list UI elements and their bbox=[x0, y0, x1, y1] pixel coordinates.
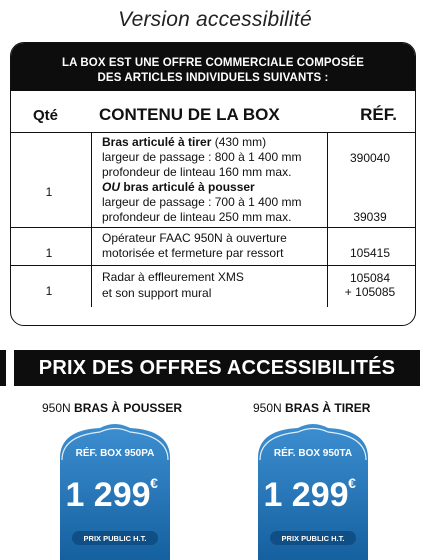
row-3-ref-1: 105084 bbox=[349, 271, 391, 285]
row-1-line-5: largeur de passage : 700 à 1 400 mm bbox=[102, 195, 302, 209]
row-3-line-1: Radar à effleurement XMS bbox=[102, 270, 244, 284]
column-header-qty: Qté bbox=[33, 107, 59, 124]
row-2-ref-1: 105415 bbox=[349, 246, 391, 260]
offer-1-label: 950N BRAS À POUSSER bbox=[42, 401, 183, 415]
row-1-line-3: profondeur de linteau 160 mm max. bbox=[102, 165, 292, 179]
offer-2-label: 950N BRAS À TIRER bbox=[253, 401, 371, 415]
column-divider-right bbox=[327, 132, 328, 307]
column-header-content: CONTENU DE LA BOX bbox=[99, 105, 280, 124]
offer-2-price: 1 299 bbox=[263, 476, 349, 514]
offer-1-ref: RÉF. BOX 950PA bbox=[75, 448, 155, 459]
row-1-line-2: largeur de passage : 800 à 1 400 mm bbox=[102, 150, 302, 164]
row-3-qty: 1 bbox=[45, 284, 53, 298]
box-header-line-2: DES ARTICLES INDIVIDUELS SUIVANTS : bbox=[97, 72, 329, 84]
offer-1-price-caption: PRIX PUBLIC H.T. bbox=[83, 534, 147, 543]
box-header-line-1: LA BOX EST UNE OFFRE COMMERCIALE COMPOSÉE bbox=[61, 57, 365, 69]
row-divider-2 bbox=[11, 265, 415, 266]
offer-1-price: 1 299 bbox=[65, 476, 151, 514]
row-1-line-4: OU bras articulé à pousser bbox=[102, 180, 255, 194]
offer-1-price-badge bbox=[50, 420, 180, 560]
row-1-ref-2: 39039 bbox=[353, 210, 387, 224]
offer-2-price-caption: PRIX PUBLIC H.T. bbox=[281, 534, 345, 543]
row-3-line-2: et son support mural bbox=[102, 286, 212, 300]
row-1-line-6: profondeur de linteau 250 mm max. bbox=[102, 210, 292, 224]
page-title: Version accessibilité bbox=[118, 8, 312, 31]
row-3-ref-2: + 105085 bbox=[344, 285, 396, 299]
band-left-accent bbox=[0, 350, 6, 386]
offer-2-ref: RÉF. BOX 950TA bbox=[273, 448, 353, 459]
row-divider-1 bbox=[11, 227, 415, 228]
box-contents-table bbox=[10, 42, 416, 326]
table-header bbox=[11, 101, 415, 131]
row-2-line-2: motorisée et fermeture par ressort bbox=[102, 246, 284, 260]
row-2-line-1: Opérateur FAAC 950N à ouverture bbox=[102, 231, 287, 245]
offers-band-title: PRIX DES OFFRES ACCESSIBILITÉS bbox=[14, 350, 420, 386]
row-1-line-1: Bras articulé à tirer (430 mm) bbox=[102, 135, 267, 149]
row-1-qty: 1 bbox=[45, 185, 53, 199]
row-1-ref-1: 390040 bbox=[349, 151, 391, 165]
offer-2-currency: € bbox=[348, 475, 356, 491]
offer-1-currency: € bbox=[150, 475, 158, 491]
box-header bbox=[11, 43, 415, 91]
header-divider bbox=[11, 132, 415, 133]
offer-2-price-badge bbox=[248, 420, 378, 560]
column-divider-left bbox=[91, 132, 92, 307]
column-header-ref: RÉF. bbox=[360, 105, 397, 124]
row-2-qty: 1 bbox=[45, 246, 53, 260]
